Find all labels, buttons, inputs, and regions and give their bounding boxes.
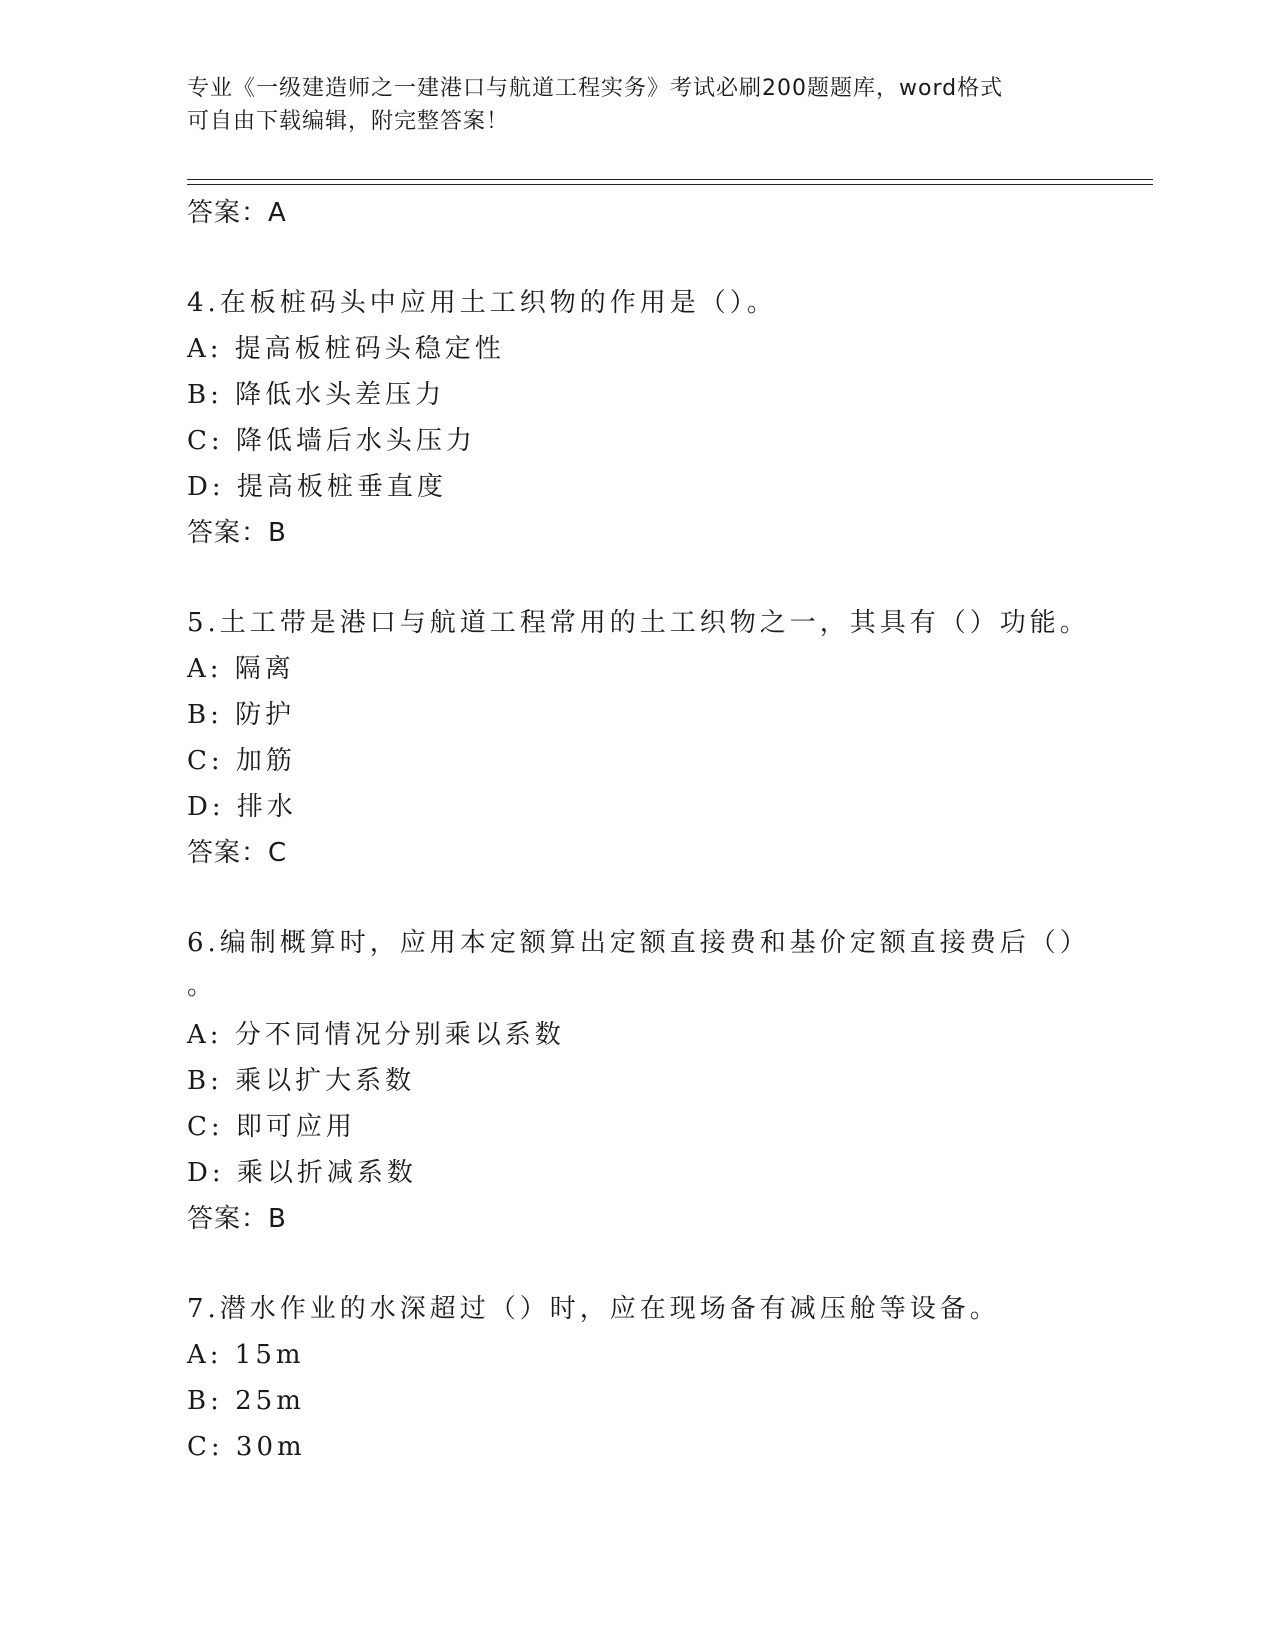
option-c: C: 即可应用 [187,1112,356,1142]
question-stem-continuation: 。 [187,971,218,1001]
question-stem: 4.在板桩码头中应用土工织物的作用是（）。 [187,288,777,318]
question-block [187,600,1147,876]
option-d: D: 排水 [187,792,297,822]
header-line-1: 专业《一级建造师之一建港口与航道工程实务》考试必刷200题题库，word格式 [187,76,1004,101]
option-b: B: 25m [187,1386,305,1416]
option-c: C: 加筋 [187,746,296,776]
option-d: D: 提高板桩垂直度 [187,472,447,502]
option-c: C: 降低墙后水头压力 [187,426,476,456]
question-stem: 5.土工带是港口与航道工程常用的土工织物之一，其具有（）功能。 [187,608,1090,638]
answer-line: 答案：B [187,518,287,548]
question-stem: 7.潜水作业的水深超过（）时，应在现场备有减压舱等设备。 [187,1294,1000,1324]
answer-line: 答案：C [187,838,288,868]
option-b: B: 降低水头差压力 [187,380,446,410]
answer-line: 答案：A [187,198,287,228]
option-d: D: 乘以折减系数 [187,1158,417,1188]
question-block [187,1286,1147,1470]
question-list [187,190,1147,1470]
header-rule-bottom [187,184,1153,185]
spacer [187,236,1147,280]
header-line-2: 可自由下载编辑，附完整答案！ [187,109,510,134]
header-rule-top [187,179,1153,180]
option-a: A: 提高板桩码头稳定性 [187,334,505,364]
option-a: A: 15m [187,1340,305,1370]
spacer [187,556,1147,600]
spacer [187,876,1147,920]
question-block [187,280,1147,556]
option-b: B: 乘以扩大系数 [187,1066,416,1096]
option-a: A: 分不同情况分别乘以系数 [187,1020,565,1050]
document-header [187,72,1087,138]
question-stem: 6.编制概算时，应用本定额算出定额直接费和基价定额直接费后（） [187,928,1090,958]
option-c: C: 30m [187,1432,306,1462]
answer-line: 答案：B [187,1204,287,1234]
spacer [187,1242,1147,1286]
question-block [187,920,1147,1242]
option-b: B: 防护 [187,700,296,730]
option-a: A: 隔离 [187,654,295,684]
